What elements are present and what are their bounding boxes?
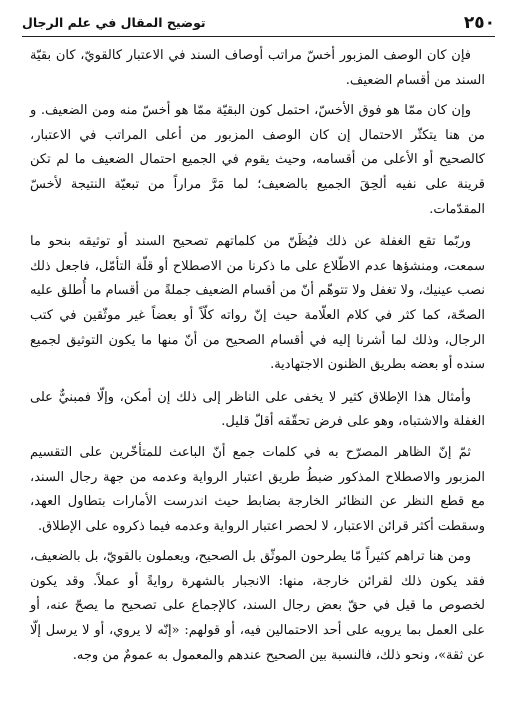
paragraph-6: ومن هنا تراهم كثيراً مّا يطرحون الموثّق بل الصحيح، ويعملون بالقويّ، بل بالضعيف، فقد يكون ذلك لقرائن خارجة، منها: الانجبار بالشهرة روايةً أو عملاً. وقد يكون لخصوص ما قيل في حقّ بعض رجال السند، كالإجماع على تصحيح ما يصحّ عنه، أو على العمل بما يرويه على أحد الاحتمالين فيه، أو قولهم: «إنّه لا يروي، أو لا يرسل إلّا عن ثقة»، ونحو ذلك، فالنسبة بين الصحيح عندهم والمعمول به عمومٌ من وجه. xyxy=(30,549,485,663)
paragraph-2: وإن كان ممّا هو فوق الأخسّ، احتمل كون البقيّة ممّا هو أخسّ منه ومن الضعيف. و من هنا يتكثّر الاحتمال إن كان الوصف المزبور من أعلى المراتب في الاعتبار، كالصحيح أو الأعلى من أقسامه، وحيث يقوم في الجميع احتمال الضعيف ما لم تكن قرينة على نفيه ألحِقَ الجميع بالضعيف؛ لما مَرَّ مراراً من تبعيّة النتيجة لأخسّ المقدّمات. xyxy=(30,103,485,217)
paragraph-1: فإن كان الوصف المزبور أخسّ مراتب أوصاف السند في الاعتبار كالقويّ، كان بقيّة السند من أقسام الضعيف. xyxy=(30,48,485,88)
page-number: ٢٥٠ xyxy=(463,13,495,33)
page-header xyxy=(22,12,495,34)
header-rule xyxy=(22,36,495,37)
paragraph-5: ثمّ إنّ الظاهر المصرّح به في كلمات جمع أنّ الباعث للمتأخّرين على التقسيم المزبور والاصطلاح المذكور ضبطُ طريق اعتبار الرواية وعدمه من جهة رجال السند، مع قطع النظر عن النظائر الخارجة بضابط حيث اندرست الأمارات بتطاول العهد، وسقطت أكثر قرائن الاعتبار، لا لحصر اعتبار الرواية وعدمه فيما ذكروه على الإطلاق. xyxy=(30,444,485,534)
paragraph-3: وربّما تقع الغفلة عن ذلك فيُظَنّ من كلماتهم تصحيح السند أو توثيقه بنحو ما سمعت، ومنشؤها عدم الاطّلاع على ما ذكرنا من الاصطلاح أو قلّة التأمّل، فاجعل ذلك نصب عينيك، ولا تغفل ولا تتوهّم أنّ من أقسام الضعيف جملةً من أقسام ما أُطلق عليه الصحّة، كما كثر في كلام العلّامة حيث إنّ رواته كلّاً أو بعضاً غير موثّقين في كتب الرجال، وذلك لما أشرنا إليه في أقسام الصحيح من أنّ منها ما يكون التوثيق لجميع سنده أو بعضه بطريق الظنون الاجتهادية. xyxy=(30,234,485,373)
page-body xyxy=(30,44,485,676)
running-title: توضيح المقال في علم الرجال xyxy=(22,15,206,30)
paragraph-4: وأمثال هذا الإطلاق كثير لا يخفى على الناظر إلى ذلك إن أمكن، وإلّا فمبنيٌّ على الغفلة والاشتباه، وهو على فرض تحقّقه أقلّ قليل. xyxy=(30,389,485,430)
